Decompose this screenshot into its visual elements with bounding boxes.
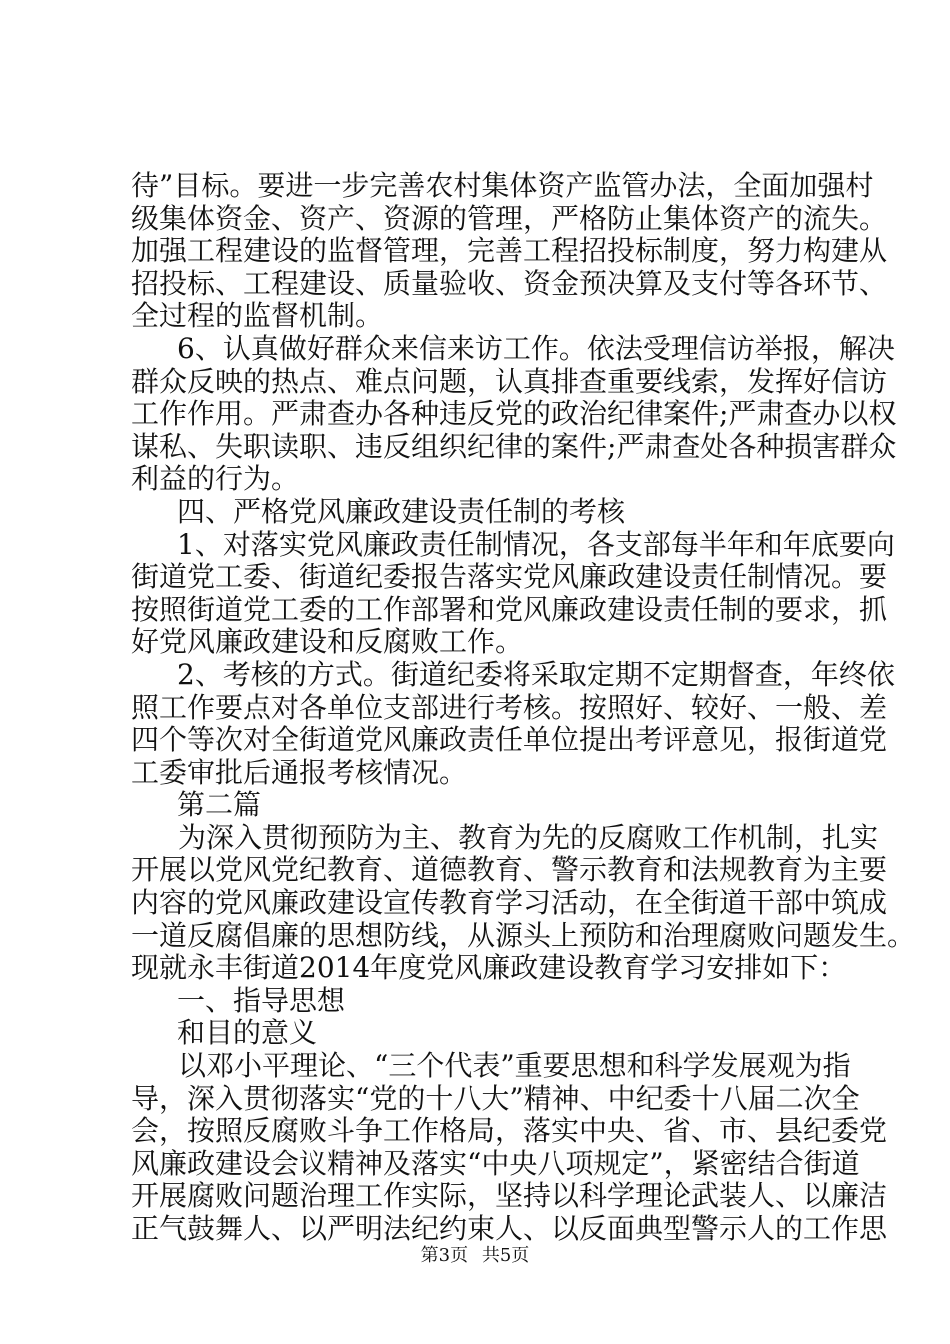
page-footer	[0, 1244, 950, 1268]
paragraph-start-line: 2、考核的方式。街道纪委将采取定期不定期督查，年终依	[177, 657, 895, 691]
text-line: 导，深入贯彻落实“党的十八大”精神、中纪委十八届二次全	[131, 1081, 860, 1115]
text-line: 会，按照反腐败斗争工作格局，落实中央、省、市、县纪委党	[131, 1114, 888, 1148]
text-line: 好党风廉政建设和反腐败工作。	[131, 625, 524, 659]
page-number: 第3页	[420, 1245, 469, 1266]
paragraph-start-line: 以邓小平理论、“三个代表”重要思想和科学发展观为指	[178, 1049, 851, 1083]
text-line: 利益的行为。	[131, 462, 300, 496]
document-body	[131, 169, 916, 1246]
text-line: 一道反腐倡廉的思想防线，从源头上预防和治理腐败问题发生。	[131, 918, 916, 952]
text-line: 招投标、工程建设、质量验收、资金预决算及支付等各环节、	[131, 266, 888, 300]
section-heading: 和目的意义	[177, 1016, 318, 1050]
section-heading: 一、指导思想	[177, 983, 346, 1017]
page-total: 共5页	[481, 1245, 530, 1266]
part-heading: 第二篇	[177, 788, 262, 822]
text-line: 照工作要点对各单位支部进行考核。按照好、较好、一般、差	[131, 690, 888, 724]
text-line: 按照街道党工委的工作部署和党风廉政建设责任制的要求，抓	[131, 592, 888, 626]
text-line: 待”目标。要进一步完善农村集体资产监管办法，全面加强村	[131, 169, 874, 202]
text-line: 街道党工委、街道纪委报告落实党风廉政建设责任制情况。要	[131, 560, 888, 594]
text-line: 四个等次对全街道党风廉政责任单位提出考评意见，报街道党	[131, 723, 888, 757]
paragraph-start-line: 为深入贯彻预防为主、教育为先的反腐败工作机制，扎实	[178, 820, 879, 854]
text-line: 群众反映的热点、难点问题，认真排查重要线索，发挥好信访	[131, 364, 888, 398]
text-line: 工作作用。严肃查办各种违反党的政治纪律案件;严肃查办以权	[131, 397, 897, 431]
text-line: 工委审批后通报考核情况。	[131, 755, 468, 789]
text-line: 级集体资金、资产、资源的管理，严格防止集体资产的流失。	[131, 201, 888, 235]
text-line: 加强工程建设的监督管理，完善工程招投标制度，努力构建从	[131, 234, 888, 268]
section-heading: 四、严格党风廉政建设责任制的考核	[177, 494, 626, 528]
text-line: 全过程的监督机制。	[131, 299, 384, 333]
text-line: 开展腐败问题治理工作实际，坚持以科学理论武装人、以廉洁	[131, 1179, 888, 1213]
text-line: 内容的党风廉政建设宣传教育学习活动，在全街道干部中筑成	[131, 886, 888, 920]
text-line: 谋私、失职读职、违反组织纪律的案件;严肃查处各种损害群众	[131, 429, 897, 463]
paragraph-start-line: 6、认真做好群众来信来访工作。依法受理信访举报，解决	[177, 331, 895, 365]
paragraph-start-line: 1、对落实党风廉政责任制情况，各支部每半年和年底要向	[177, 527, 895, 561]
text-line: 开展以党风党纪教育、道德教育、警示教育和法规教育为主要	[131, 853, 888, 887]
text-line: 风廉政建设会议精神及落实“中央八项规定”，紧密结合街道	[131, 1146, 860, 1180]
text-line: 正气鼓舞人、以严明法纪约束人、以反面典型警示人的工作思	[131, 1212, 888, 1245]
text-line: 现就永丰街道2014年度党风廉政建设教育学习安排如下：	[131, 951, 847, 985]
